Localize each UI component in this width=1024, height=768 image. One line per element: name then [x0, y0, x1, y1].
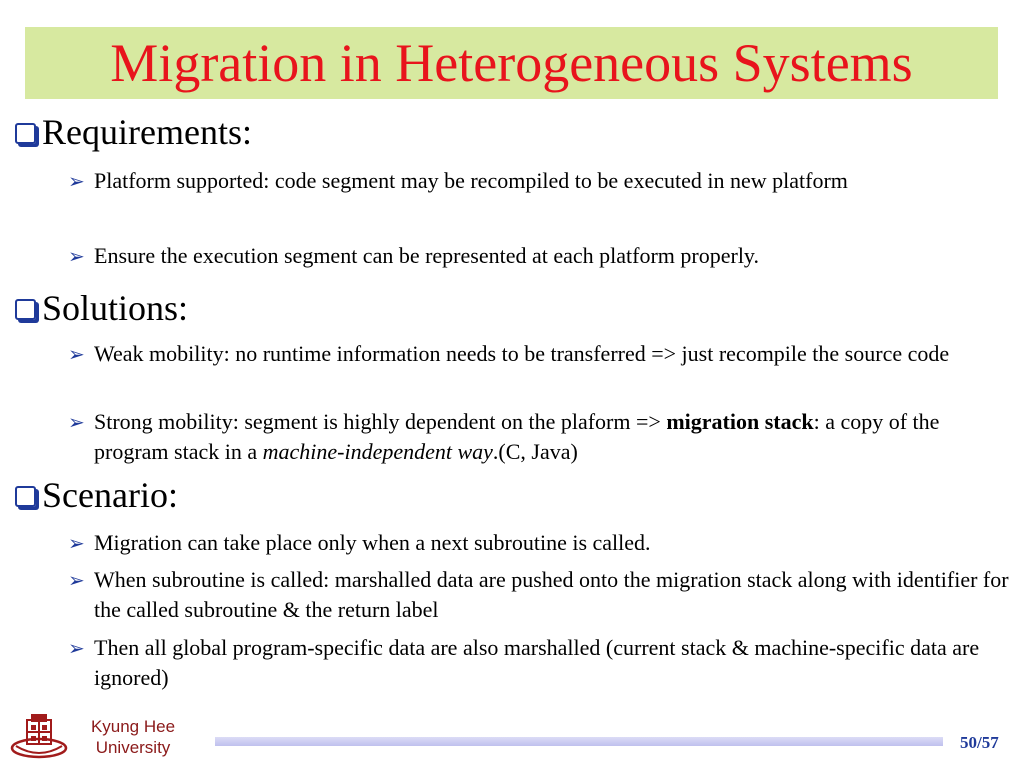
arrow-bullet-icon: ➢: [68, 531, 85, 555]
list-item-text: Migration can take place only when a next subroutine is called.: [94, 530, 651, 555]
item-text-part: : a copy of the program stack in a: [94, 409, 940, 464]
arrow-bullet-icon: ➢: [68, 636, 85, 660]
item-italic-term: machine-independent way: [262, 439, 493, 464]
section-heading-requirements: [15, 112, 252, 152]
university-name: [80, 716, 186, 758]
footer-divider: [215, 737, 943, 746]
university-crest-icon: [10, 710, 68, 760]
list-item: [68, 339, 1018, 369]
item-bold-term: migration stack: [666, 409, 814, 434]
item-text-part: Strong mobility: segment is highly dependent on the plaform =>: [94, 409, 667, 434]
section-heading-text: Requirements:: [42, 112, 252, 152]
item-text-part: .(C, Java): [492, 439, 578, 464]
list-item-text: Ensure the execution segment can be represented at each platform properly.: [94, 243, 760, 268]
list-item: [68, 633, 1018, 693]
list-item-text: Weak mobility: no runtime information needs to be transferred => just recompile the source code: [94, 341, 950, 366]
arrow-bullet-icon: ➢: [68, 244, 85, 268]
page-number: 50/57: [960, 733, 999, 752]
list-item-text: [94, 407, 1018, 467]
university-name-line1: Kyung Hee: [90, 717, 176, 736]
slide-title: Migration in Heterogeneous Systems: [110, 33, 913, 93]
square-bullet-icon: [15, 123, 36, 144]
arrow-bullet-icon: ➢: [68, 410, 85, 434]
arrow-bullet-icon: ➢: [68, 342, 85, 366]
section-heading-solutions: [15, 288, 188, 328]
section-heading-text: Solutions:: [42, 288, 189, 328]
square-bullet-icon: [15, 486, 36, 507]
arrow-bullet-icon: ➢: [68, 169, 85, 193]
section-heading-text: Scenario:: [42, 475, 178, 515]
list-item: [68, 528, 1018, 558]
university-name-line2: University: [95, 738, 171, 757]
list-item: [68, 565, 1018, 625]
arrow-bullet-icon: ➢: [68, 568, 85, 592]
list-item-text: When subroutine is called: marshalled data are pushed onto the migration stack along with identifier for the called subroutine & the return label: [94, 567, 1009, 622]
title-banner: [25, 27, 998, 99]
square-bullet-icon: [15, 299, 36, 320]
list-item: [68, 241, 1018, 271]
list-item: [68, 166, 1018, 196]
list-item-text: Then all global program-specific data are also marshalled (current stack & machine-specific data are ignored): [94, 635, 980, 690]
list-item-text: Platform supported: code segment may be recompiled to be executed in new platform: [94, 168, 848, 193]
section-heading-scenario: [15, 475, 178, 515]
list-item: [68, 407, 1018, 467]
